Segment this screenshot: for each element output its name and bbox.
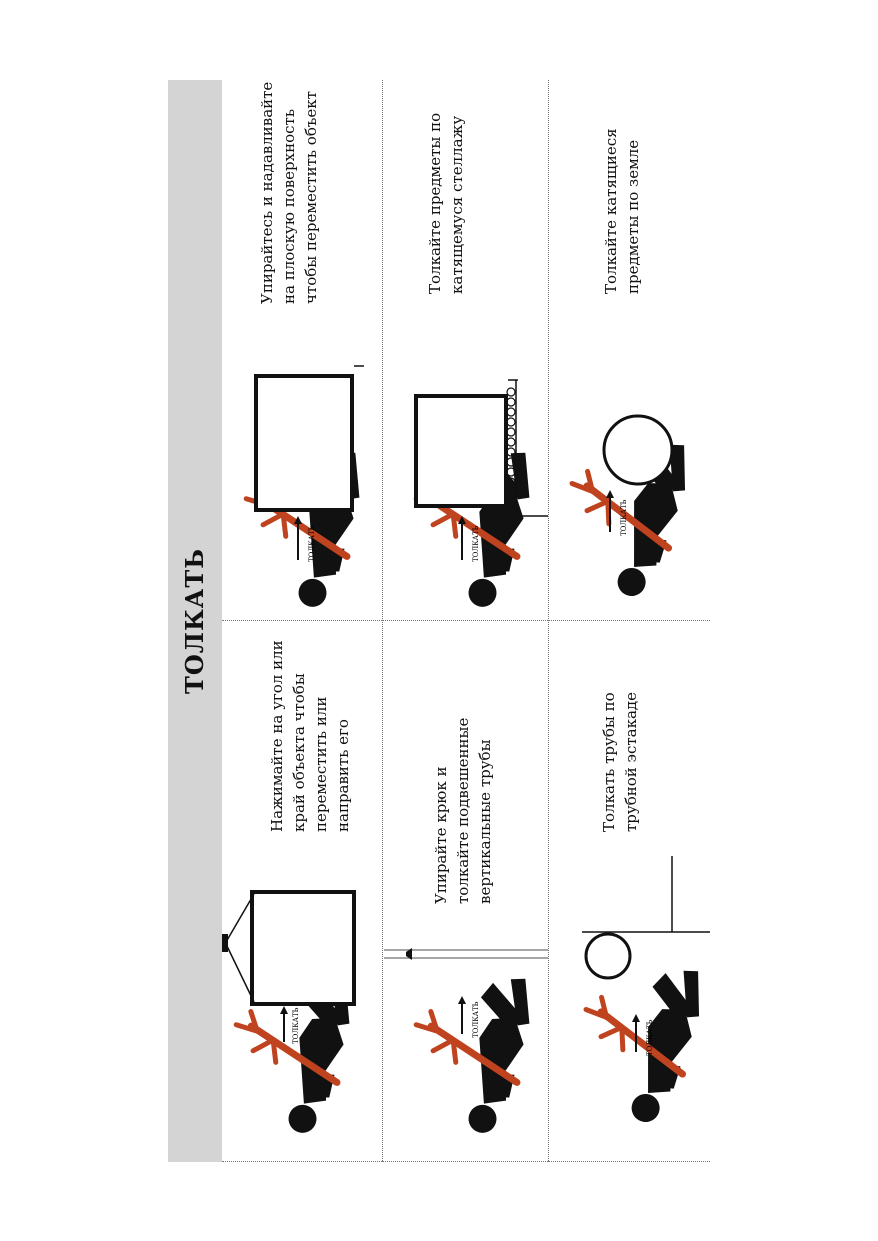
push-arrow-label: ТОЛКАТЬ bbox=[308, 525, 316, 562]
push-arrow-label: ТОЛКАТЬ bbox=[472, 1001, 480, 1038]
caption-pipe-trestle: Толкать трубы по трубной эстакаде bbox=[600, 691, 640, 832]
caption-push-flat: Упирайтесь и надавливайте на плоскую поверхность чтобы переместить объект bbox=[258, 81, 320, 304]
push-arrow-label: ТОЛКАТЬ bbox=[292, 1007, 300, 1044]
rolling-ground-illustration bbox=[552, 316, 710, 616]
pipe-illustration bbox=[384, 942, 548, 966]
page-title: ТОЛКАТЬ bbox=[180, 547, 209, 695]
rolling-rack-illustration bbox=[384, 316, 548, 616]
push-corner-illustration bbox=[222, 842, 382, 1162]
column-divider bbox=[222, 620, 710, 621]
push-arrow-label: ТОЛКАТЬ bbox=[646, 1019, 654, 1056]
caption-rolling-ground: Толкайте катящиеся предметы по земле bbox=[602, 128, 642, 294]
push-arrow-label: ТОЛКАТЬ bbox=[620, 499, 628, 536]
push-arrow-label: ТОЛКАТЬ bbox=[472, 525, 480, 562]
pipe-trestle-illustration bbox=[552, 852, 710, 1162]
row-divider bbox=[382, 80, 383, 1162]
caption-hanging-pipes: Упирайте крюк и толкайте подвешенные вертикальные трубы bbox=[432, 717, 494, 904]
instruction-sheet bbox=[168, 80, 710, 1162]
caption-push-corner: Нажимайте на угол или край объекта чтобы переместить или направить его bbox=[268, 640, 352, 832]
header-bar bbox=[168, 80, 222, 1162]
row-divider bbox=[548, 80, 549, 1162]
caption-rolling-rack: Толкайте предметы по катящемуся стеллажу bbox=[426, 112, 466, 294]
push-flat-illustration bbox=[222, 306, 382, 616]
